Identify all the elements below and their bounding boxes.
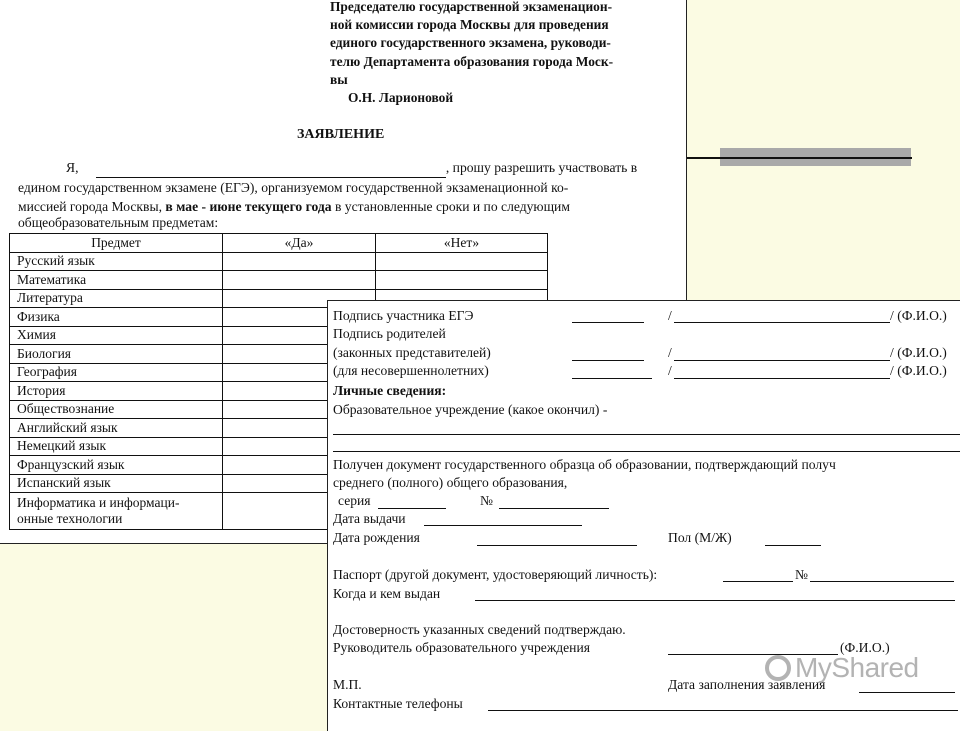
fio-label [890, 363, 947, 379]
yes-cell[interactable] [223, 252, 376, 271]
watermark-text: MyShared [795, 652, 919, 683]
subject-name: Литература [10, 289, 223, 308]
fio-text: (Ф.И.О.) [897, 308, 947, 323]
participant-name-blank[interactable] [674, 322, 890, 323]
head-label: Руководитель образовательного учреждения [333, 640, 590, 655]
addressee-line: телю Департамента образования города Моск- [330, 53, 614, 69]
subject-name: Физика [10, 308, 223, 327]
header-subject: Предмет [10, 234, 223, 253]
fio-text: (Ф.И.О.) [897, 363, 947, 378]
addressee-line: вы [330, 71, 348, 87]
passport-number-blank[interactable] [810, 581, 954, 582]
fio-label [890, 308, 947, 324]
yes-cell[interactable] [223, 271, 376, 290]
watermark-logo-icon [765, 655, 791, 681]
subject-name: История [10, 382, 223, 401]
subject-name-line: онные технологии [17, 511, 123, 526]
slash: / [668, 363, 672, 378]
addressee-line: Председателю государственной экзаменацион- [330, 0, 613, 14]
passport-label: Паспорт (другой документ, удостоверяющий личность): [333, 567, 658, 582]
statement-line-2: едином государственном экзамене (ЕГЭ), организуемом государственной экзаменационной ко- [18, 180, 569, 195]
parents-signature-blank-2[interactable] [572, 378, 652, 379]
table-row [10, 252, 548, 271]
table-row [10, 271, 548, 290]
subject-name: Английский язык [10, 419, 223, 438]
subject-name: Математика [10, 271, 223, 290]
slash: / [890, 308, 894, 323]
divider-line [687, 157, 912, 159]
parents-signature-label: Подпись родителей [333, 326, 446, 341]
number-sign: № [795, 567, 808, 582]
name-blank[interactable] [96, 158, 446, 178]
personal-info-heading: Личные сведения: [333, 383, 447, 398]
issued-by-label: Когда и кем выдан [333, 586, 441, 601]
subject-name [10, 493, 223, 530]
issue-date-label: Дата выдачи [333, 511, 406, 526]
slash: / [890, 345, 894, 360]
no-cell[interactable] [376, 271, 548, 290]
number-blank[interactable] [499, 508, 609, 509]
subject-name: Русский язык [10, 252, 223, 271]
school-label: Образовательное учреждение (какое окончил) - [333, 402, 608, 417]
slash: / [668, 345, 672, 360]
statement-prefix: Я, [66, 160, 79, 175]
parent-name-blank[interactable] [674, 360, 890, 361]
stamp-label: М.П. [333, 677, 362, 692]
school-blank-2[interactable] [333, 451, 960, 452]
document-label: Получен документ государственного образца об образовании, подтверждающий получ [333, 457, 836, 472]
document-title: ЗАЯВЛЕНИЕ [297, 127, 385, 142]
sex-blank[interactable] [765, 545, 821, 546]
parents-signature-blank[interactable] [572, 360, 644, 361]
series-label: серия [338, 493, 371, 508]
subject-name: Обществознание [10, 400, 223, 419]
slash: / [890, 363, 894, 378]
addressee-block [330, 0, 675, 107]
series-blank[interactable] [378, 508, 446, 509]
slash: / [668, 308, 672, 323]
statement-paragraph [18, 158, 678, 232]
parents-signature-label-2: (законных представителей) [333, 345, 491, 360]
confirm-statement: Достоверность указанных сведений подтверждаю. [333, 622, 626, 637]
subject-name: Химия [10, 326, 223, 345]
statement-line-1 [18, 158, 678, 178]
subject-name: Испанский язык [10, 474, 223, 493]
fio-label [890, 345, 947, 361]
fio-text: (Ф.И.О.) [897, 345, 947, 360]
addressee-signatory: О.Н. Ларионовой [348, 90, 454, 106]
sex-label: Пол (М/Ж) [668, 530, 732, 545]
header-no: «Нет» [376, 234, 548, 253]
participant-signature-blank[interactable] [572, 322, 644, 323]
parents-signature-label-3: (для несовершеннолетних) [333, 363, 489, 378]
table-header-row [10, 234, 548, 253]
statement-text: миссией города Москвы, [18, 199, 162, 214]
subject-name: География [10, 363, 223, 382]
issued-by-blank[interactable] [475, 600, 955, 601]
statement-line-4: общеобразовательным предметам: [18, 215, 219, 230]
subject-name-line: Информатика и информаци- [17, 495, 180, 510]
subject-name: Французский язык [10, 456, 223, 475]
parent-name-blank-2[interactable] [674, 378, 890, 379]
header-yes: «Да» [223, 234, 376, 253]
addressee-line: ной комиссии города Москвы для проведения [330, 17, 609, 33]
no-cell[interactable] [376, 252, 548, 271]
fio-label: (Ф.И.О.) [840, 640, 890, 655]
birth-date-blank[interactable] [477, 545, 637, 546]
subject-name: Биология [10, 345, 223, 364]
birth-date-label: Дата рождения [333, 530, 420, 545]
document-label-2: среднего (полного) общего образования, [333, 475, 568, 490]
issue-date-blank[interactable] [424, 525, 582, 526]
statement-text: в установленные сроки и по следующим [334, 199, 570, 214]
passport-series-blank[interactable] [723, 581, 793, 582]
fill-date-label: Дата заполнения заявления [668, 677, 826, 692]
subject-name: Немецкий язык [10, 437, 223, 456]
school-blank[interactable] [333, 434, 960, 435]
statement-emphasis: в мае - июне текущего года [165, 199, 332, 214]
addressee-line: единого государственного экзамена, руководи- [330, 35, 611, 51]
phones-label: Контактные телефоны [333, 696, 463, 711]
number-sign: № [480, 493, 493, 508]
fill-date-blank[interactable] [859, 692, 955, 693]
watermark [765, 652, 919, 684]
sheet-edge [0, 543, 330, 544]
phones-blank[interactable] [488, 710, 958, 711]
participant-signature-label: Подпись участника ЕГЭ [333, 308, 474, 323]
statement-request: , прошу разрешить участвовать в [445, 160, 638, 175]
